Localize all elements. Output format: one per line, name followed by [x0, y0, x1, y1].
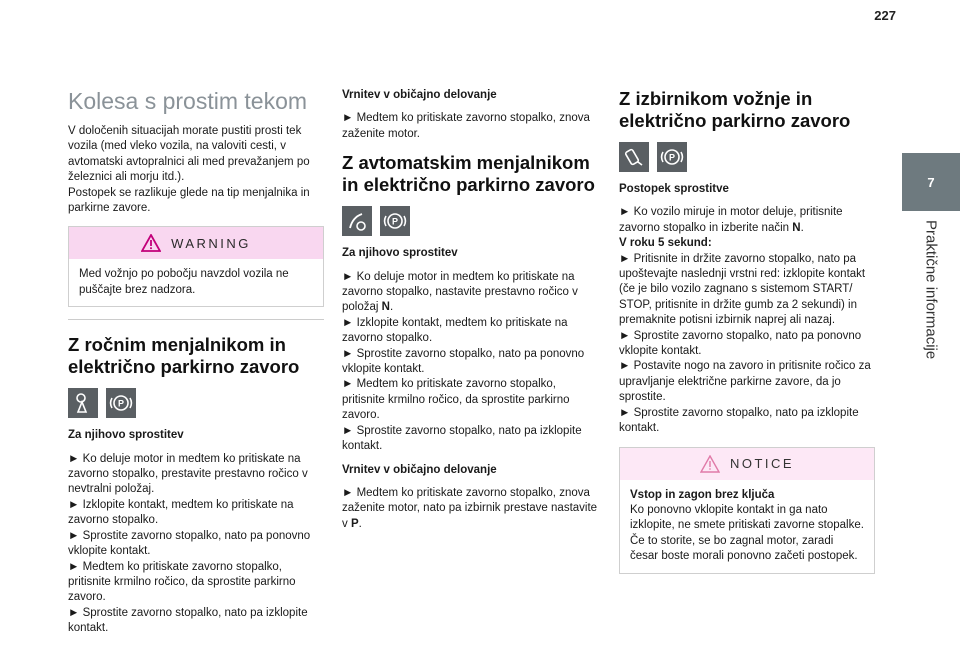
chapter-title: Praktične informacije [922, 220, 940, 360]
restore-part: ► Medtem ko pritiskate zavorno stopalko, znova zaženite motor, nato pa izbirnik prestave nastavite v [342, 486, 598, 530]
subtitle-release: Za njihovo sprostitev [68, 429, 184, 442]
steps-part: ► Ko deluje motor in medtem ko pritiskate na zavorno stopalko, nastavite prestavno ročico v položaj [342, 270, 578, 314]
step-1 [619, 205, 875, 236]
svg-text:P: P [668, 152, 676, 163]
drive-selector-icon [619, 142, 649, 172]
steps-selector: ► Pritisnite in držite zavorno stopalko, nato pa upoštevajte naslednji vrstni red: izklopite kontakt (če je bilo vozilo zagnano s sistemom START/ STOP, pritisnite in držite gumb za 2 sekundi) in premaknite potisni izbirnik naprej ali nazaj. ► Sprostite zavorno stopalko, nato pa ponovno vklopite kontakt. ► Postavite nogo na zavoro in pritisnite ročico za upravljanje električne parkirne zavore, da jo sprostite. ► Sprostite zavorno stopalko, nato pa izklopite kontakt. [619, 252, 871, 435]
intro-text: V določenih situacijah morate pustiti prosti tek vozila (med vleko vozila, na valoviti cesti, v avtomatski avtopralnici ali med prevažanjem po železnici ali morju itd.). Postopek se razlikuje glede na tip menjalnika in parkirne zavore. [68, 125, 310, 215]
icon-row [68, 388, 324, 418]
subtitle-release: Za njihovo sprostitev [342, 247, 458, 260]
restore-title-2: Vrnitev v običajno delovanje [342, 463, 497, 476]
column-3 [619, 88, 875, 586]
mode-n: N [792, 221, 801, 234]
auto-gear-icon [342, 206, 372, 236]
notice-header [620, 448, 874, 480]
warning-label: WARNING [171, 235, 251, 251]
gear-shift-icon [68, 388, 98, 418]
column-2 [342, 88, 598, 540]
notice-triangle-icon [700, 455, 720, 473]
parking-brake-icon [657, 142, 687, 172]
chapter-label [906, 220, 956, 380]
page-number: 227 [874, 8, 896, 23]
notice-body [620, 480, 874, 573]
steps-automatic [342, 270, 598, 455]
restore-title: Vrnitev v običajno delovanje [342, 89, 497, 101]
step-1-end: . [800, 221, 804, 234]
warning-text: Med vožnjo po pobočju navzdol vozila ne puščajte brez nadzora. [79, 268, 289, 296]
notice-box [619, 447, 875, 574]
restore-text-2 [342, 486, 598, 532]
icon-row [342, 206, 598, 236]
svg-text:P: P [391, 216, 399, 227]
notice-text: Ko ponovno vklopite kontakt in ga nato izklopite, ne smete pritiskati zavorne stopalke. Če to storite, se bo zagnal motor, zaradi česar boste morali ponovno začeti postopek. [630, 503, 864, 563]
parking-brake-icon [380, 206, 410, 236]
subtitle-procedure: Postopek sprostitve [619, 183, 729, 195]
page-title: Kolesa s prostim tekom [68, 88, 308, 114]
restore-text: ► Medtem ko pritiskate zavorno stopalko, znova zaženite motor. [342, 112, 590, 140]
parking-brake-icon [106, 388, 136, 418]
step-1-text: ► Ko vozilo miruje in motor deluje, pritisnite zavorno stopalko in izberite način [619, 206, 843, 234]
section-title-selector: Z izbirnikom vožnje in električno parkirno zavoro [619, 88, 851, 131]
steps-manual: ► Ko deluje motor in medtem ko pritiskate na zavorno stopalko, prestavite prestavno ročico v nevtralni položaj. ► Izklopite kontakt, medtem ko pritiskate na zavorno stopalko. ► Sprostite zavorno stopalko, nato pa ponovno vklopite kontakt. ► Medtem ko pritiskate zavorno stopalko, pritisnite krmilno ročico, da sprostite parkirno zavoro. ► Sprostite zavorno stopalko, nato pa izklopite kontakt. [68, 452, 311, 635]
section-title-automatic: Z avtomatskim menjalnikom in električno parkirno zavoro [342, 152, 595, 196]
within-5-seconds: V roku 5 sekund: [619, 237, 712, 250]
svg-text:P: P [117, 398, 125, 409]
warning-triangle-icon [141, 234, 161, 252]
warning-header [69, 227, 323, 259]
icon-row [619, 142, 875, 172]
steps-part: . ► Izklopite kontakt, medtem ko pritiskate na zavorno stopalko. ► Sprostite zavorno stopalko, nato pa ponovno vklopite kontakt. ► Medtem ko pritiskate zavorno stopalko, pritisnite krmilno ročico, da sprostite parkirno zavoro. ► Sprostite zavorno stopalko, nato pa izklopite kontakt. [342, 301, 585, 453]
divider [68, 319, 324, 320]
restore-end: . [358, 517, 362, 530]
gear-n: N [381, 301, 390, 314]
notice-label: NOTICE [729, 455, 795, 471]
notice-title: Vstop in zagon brez ključa [630, 488, 775, 501]
warning-box [68, 226, 324, 307]
gear-p: P [350, 517, 359, 530]
section-title-manual: Z ročnim menjalnikom in električno parkirno zavoro [68, 334, 300, 378]
chapter-tab[interactable]: 7 [902, 153, 960, 211]
column-1 [68, 88, 324, 645]
